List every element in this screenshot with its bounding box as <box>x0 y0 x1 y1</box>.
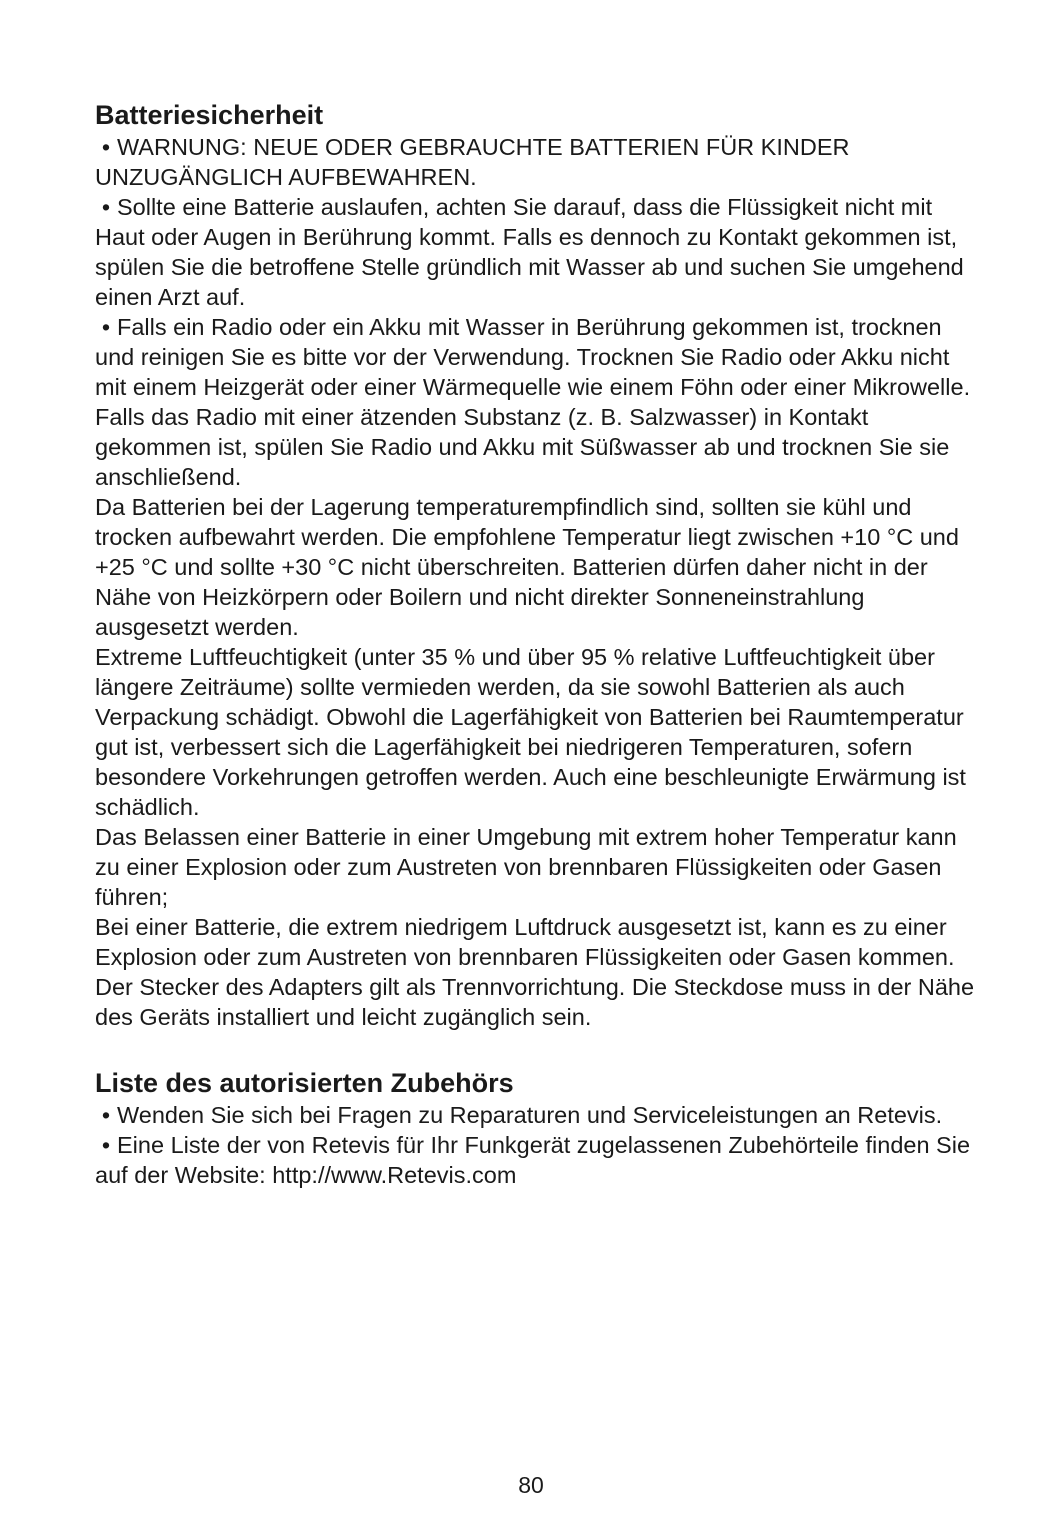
paragraph-humidity: Extreme Luftfeuchtigkeit (unter 35 % und über 95 % relative Luftfeuchtigkeit über längere Zeiträume) sollte vermieden werden, da sie sowohl Batterien als auch Verpackung schädigt. Obwohl die Lagerfähigkeit von Batterien bei Raumtemperatur gut ist, verbessert sich die Lagerfähigkeit bei niedrigeren Temperaturen, sofern besondere Vorkehrungen getroffen werden. Auch eine beschleunigte Erwärmung ist schädlich. <box>95 644 966 820</box>
bullet-text: Sollte eine Batterie auslaufen, achten Sie darauf, dass die Flüssigkeit nicht mit Haut oder Augen in Berührung kommt. Falls es dennoch zu Kontakt gekommen ist, spülen Sie die betroffene Stelle gründlich mit Wasser ab und suchen Sie umgehend einen Arzt auf. <box>95 194 964 310</box>
document-page <box>95 98 975 1190</box>
bullet-item <box>95 312 975 492</box>
bullet-dot: • <box>101 314 111 340</box>
bullet-item <box>95 132 975 192</box>
bullet-item <box>95 1100 975 1130</box>
bullet-text: Wenden Sie sich bei Fragen zu Reparaturen und Serviceleistungen an Retevis. <box>117 1102 943 1128</box>
paragraph-adapter-plug: Der Stecker des Adapters gilt als Trennvorrichtung. Die Steckdose muss in der Nähe des Geräts installiert und leicht zugänglich sein. <box>95 974 975 1030</box>
bullet-text: Eine Liste der von Retevis für Ihr Funkgerät zugelassenen Zubehörteile finden Sie auf der Website: http://www.Retevis.com <box>95 1132 971 1188</box>
section-spacer <box>95 1032 975 1066</box>
bullet-item <box>95 1130 975 1190</box>
bullet-text: WARNUNG: NEUE ODER GEBRAUCHTE BATTERIEN FÜR KINDER UNZUGÄNGLICH AUFBEWAHREN. <box>95 134 850 190</box>
bullet-dot: • <box>101 1132 111 1158</box>
paragraph-low-pressure: Bei einer Batterie, die extrem niedrigem Luftdruck ausgesetzt ist, kann es zu einer Explosion oder zum Austreten von brennbaren Flüssigkeiten oder Gasen kommen. <box>95 914 955 970</box>
section-title-accessories: Liste des autorisierten Zubehörs <box>95 1068 514 1098</box>
bullet-dot: • <box>101 1102 111 1128</box>
page-number: 80 <box>518 1472 544 1498</box>
bullet-dot: • <box>101 134 111 160</box>
bullet-item <box>95 192 975 312</box>
section-title-battery-safety: Batteriesicherheit <box>95 100 324 130</box>
paragraph-high-temperature: Das Belassen einer Batterie in einer Umgebung mit extrem hoher Temperatur kann zu einer Explosion oder zum Austreten von brennbaren Flüssigkeiten oder Gasen führen; <box>95 824 957 910</box>
paragraph-storage-temperature: Da Batterien bei der Lagerung temperaturempfindlich sind, sollten sie kühl und trocken aufbewahrt werden. Die empfohlene Temperatur liegt zwischen +10 °C und +25 °C und sollte +30 °C nicht überschreiten. Batterien dürfen daher nicht in der Nähe von Heizkörpern oder Boilern und nicht direkter Sonneneinstrahlung ausgesetzt werden. <box>95 494 959 640</box>
bullet-text: Falls ein Radio oder ein Akku mit Wasser in Berührung gekommen ist, trocknen und reinigen Sie es bitte vor der Verwendung. Trocknen Sie Radio oder Akku nicht mit einem Heizgerät oder einer Wärmequelle wie einem Föhn oder einer Mikrowelle. Falls das Radio mit einer ätzenden Substanz (z. B. Salzwasser) in Kontakt gekommen ist, spülen Sie Radio und Akku mit Süßwasser ab und trocknen Sie sie anschließend. <box>95 314 971 490</box>
bullet-dot: • <box>101 194 111 220</box>
